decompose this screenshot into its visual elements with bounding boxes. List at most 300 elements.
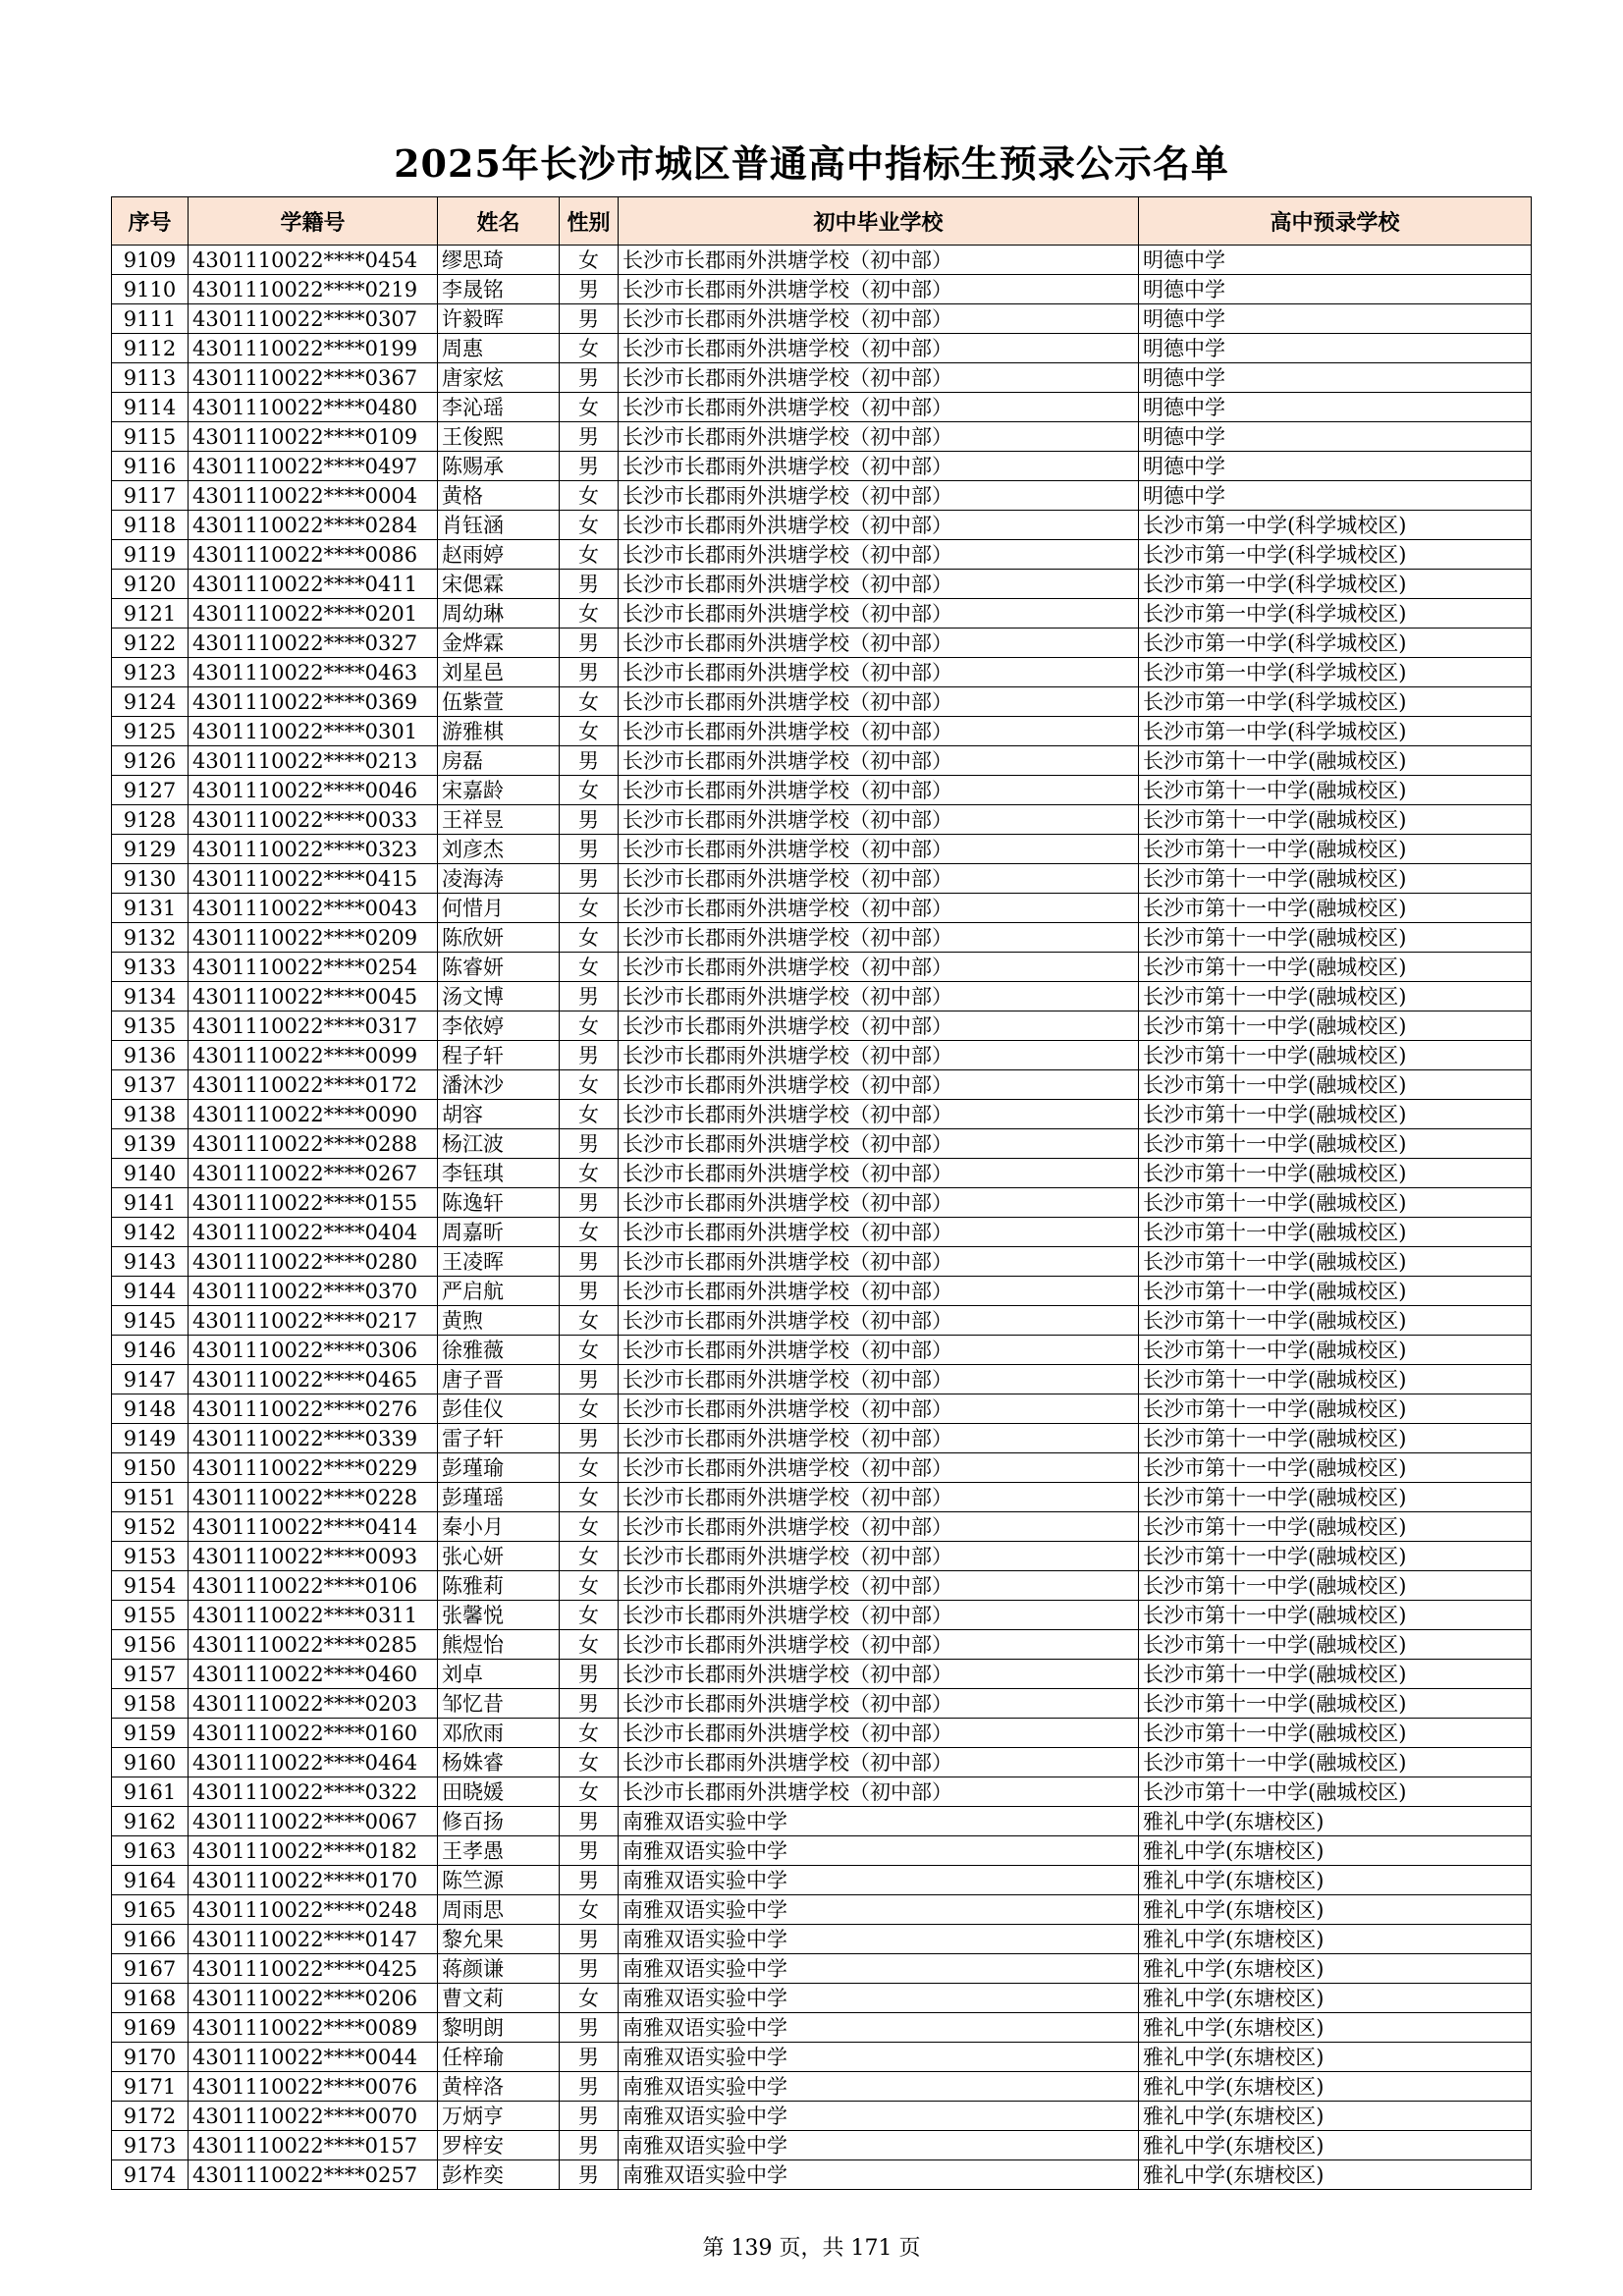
cell-high-school: 长沙市第一中学(科学城校区) <box>1139 599 1532 629</box>
cell-high-school: 长沙市第十一中学(融城校区) <box>1139 776 1532 805</box>
cell-middle-school: 长沙市长郡雨外洪塘学校（初中部） <box>619 1218 1139 1247</box>
cell-middle-school: 长沙市长郡雨外洪塘学校（初中部） <box>619 1277 1139 1306</box>
cell-student-id: 4301110022****0307 <box>189 304 438 334</box>
cell-serial: 9121 <box>112 599 189 629</box>
cell-middle-school: 长沙市长郡雨外洪塘学校（初中部） <box>619 275 1139 304</box>
cell-high-school: 长沙市第十一中学(融城校区) <box>1139 1719 1532 1748</box>
cell-serial: 9153 <box>112 1542 189 1571</box>
cell-name: 陈竺源 <box>438 1866 560 1895</box>
table-row <box>112 1984 1532 2013</box>
table-row <box>112 334 1532 363</box>
table-row <box>112 540 1532 570</box>
cell-middle-school: 长沙市长郡雨外洪塘学校（初中部） <box>619 422 1139 452</box>
cell-name: 宋偲霖 <box>438 570 560 599</box>
cell-middle-school: 长沙市长郡雨外洪塘学校（初中部） <box>619 540 1139 570</box>
cell-high-school: 长沙市第十一中学(融城校区) <box>1139 1748 1532 1777</box>
table-row <box>112 1630 1532 1660</box>
cell-serial: 9112 <box>112 334 189 363</box>
cell-middle-school: 长沙市长郡雨外洪塘学校（初中部） <box>619 1070 1139 1100</box>
table-row <box>112 1394 1532 1424</box>
cell-name: 王祥昱 <box>438 805 560 835</box>
table-row <box>112 1836 1532 1866</box>
cell-gender: 男 <box>560 2072 619 2102</box>
table-row <box>112 1218 1532 1247</box>
table-row <box>112 1748 1532 1777</box>
cell-high-school: 长沙市第十一中学(融城校区) <box>1139 1247 1532 1277</box>
table-row <box>112 393 1532 422</box>
cell-name: 黄梓洛 <box>438 2072 560 2102</box>
cell-middle-school: 南雅双语实验中学 <box>619 1895 1139 1925</box>
cell-name: 蒋颜谦 <box>438 1954 560 1984</box>
cell-name: 凌海涛 <box>438 864 560 894</box>
cell-name: 李钰琪 <box>438 1159 560 1188</box>
cell-high-school: 雅礼中学(东塘校区) <box>1139 1925 1532 1954</box>
cell-student-id: 4301110022****0284 <box>189 511 438 540</box>
cell-student-id: 4301110022****0201 <box>189 599 438 629</box>
cell-serial: 9143 <box>112 1247 189 1277</box>
table-row <box>112 894 1532 923</box>
table-row <box>112 2102 1532 2131</box>
table-row <box>112 2160 1532 2190</box>
table-row <box>112 2131 1532 2160</box>
cell-serial: 9129 <box>112 835 189 864</box>
cell-middle-school: 长沙市长郡雨外洪塘学校（初中部） <box>619 1306 1139 1336</box>
cell-serial: 9170 <box>112 2043 189 2072</box>
cell-name: 万炳亨 <box>438 2102 560 2131</box>
cell-gender: 男 <box>560 982 619 1011</box>
cell-middle-school: 长沙市长郡雨外洪塘学校（初中部） <box>619 1247 1139 1277</box>
cell-name: 黄格 <box>438 481 560 511</box>
cell-middle-school: 长沙市长郡雨外洪塘学校（初中部） <box>619 982 1139 1011</box>
cell-gender: 男 <box>560 1689 619 1719</box>
cell-gender: 女 <box>560 717 619 746</box>
cell-gender: 男 <box>560 835 619 864</box>
cell-gender: 男 <box>560 275 619 304</box>
cell-gender: 女 <box>560 1306 619 1336</box>
cell-name: 金烨霖 <box>438 629 560 658</box>
cell-gender: 女 <box>560 1571 619 1601</box>
cell-middle-school: 长沙市长郡雨外洪塘学校（初中部） <box>619 1512 1139 1542</box>
cell-student-id: 4301110022****0460 <box>189 1660 438 1689</box>
cell-name: 房磊 <box>438 746 560 776</box>
cell-middle-school: 长沙市长郡雨外洪塘学校（初中部） <box>619 1365 1139 1394</box>
cell-name: 刘彦杰 <box>438 835 560 864</box>
table-row <box>112 452 1532 481</box>
cell-high-school: 长沙市第十一中学(融城校区) <box>1139 1689 1532 1719</box>
cell-name: 张心妍 <box>438 1542 560 1571</box>
cell-gender: 男 <box>560 1424 619 1453</box>
cell-student-id: 4301110022****0248 <box>189 1895 438 1925</box>
cell-name: 陈雅莉 <box>438 1571 560 1601</box>
cell-high-school: 明德中学 <box>1139 481 1532 511</box>
cell-name: 彭佳仪 <box>438 1394 560 1424</box>
cell-serial: 9140 <box>112 1159 189 1188</box>
cell-high-school: 长沙市第十一中学(融城校区) <box>1139 1306 1532 1336</box>
table-row <box>112 1542 1532 1571</box>
cell-gender: 女 <box>560 599 619 629</box>
cell-name: 罗梓安 <box>438 2131 560 2160</box>
cell-high-school: 雅礼中学(东塘校区) <box>1139 2160 1532 2190</box>
cell-student-id: 4301110022****0497 <box>189 452 438 481</box>
cell-gender: 女 <box>560 1512 619 1542</box>
cell-middle-school: 南雅双语实验中学 <box>619 2160 1139 2190</box>
cell-gender: 女 <box>560 1601 619 1630</box>
cell-high-school: 长沙市第十一中学(融城校区) <box>1139 1571 1532 1601</box>
cell-gender: 男 <box>560 1925 619 1954</box>
cell-middle-school: 长沙市长郡雨外洪塘学校（初中部） <box>619 1601 1139 1630</box>
table-row <box>112 1306 1532 1336</box>
cell-high-school: 长沙市第十一中学(融城校区) <box>1139 1336 1532 1365</box>
cell-student-id: 4301110022****0339 <box>189 1424 438 1453</box>
cell-high-school: 长沙市第十一中学(融城校区) <box>1139 1129 1532 1159</box>
cell-middle-school: 长沙市长郡雨外洪塘学校（初中部） <box>619 864 1139 894</box>
cell-student-id: 4301110022****0228 <box>189 1483 438 1512</box>
cell-gender: 女 <box>560 481 619 511</box>
cell-student-id: 4301110022****0160 <box>189 1719 438 1748</box>
table-row <box>112 1011 1532 1041</box>
cell-student-id: 4301110022****0411 <box>189 570 438 599</box>
cell-serial: 9137 <box>112 1070 189 1100</box>
cell-serial: 9150 <box>112 1453 189 1483</box>
cell-student-id: 4301110022****0070 <box>189 2102 438 2131</box>
cell-gender: 男 <box>560 629 619 658</box>
cell-serial: 9123 <box>112 658 189 687</box>
page-footer: 第 139 页，共 171 页 <box>702 2236 921 2261</box>
cell-name: 刘卓 <box>438 1660 560 1689</box>
cell-middle-school: 南雅双语实验中学 <box>619 2072 1139 2102</box>
cell-student-id: 4301110022****0317 <box>189 1011 438 1041</box>
cell-high-school: 长沙市第十一中学(融城校区) <box>1139 982 1532 1011</box>
cell-serial: 9120 <box>112 570 189 599</box>
cell-name: 王俊熙 <box>438 422 560 452</box>
cell-name: 李晟铭 <box>438 275 560 304</box>
cell-student-id: 4301110022****0044 <box>189 2043 438 2072</box>
cell-gender: 女 <box>560 1483 619 1512</box>
cell-middle-school: 长沙市长郡雨外洪塘学校（初中部） <box>619 1689 1139 1719</box>
cell-middle-school: 南雅双语实验中学 <box>619 1836 1139 1866</box>
cell-student-id: 4301110022****0209 <box>189 923 438 953</box>
cell-gender: 女 <box>560 1394 619 1424</box>
cell-middle-school: 长沙市长郡雨外洪塘学校（初中部） <box>619 746 1139 776</box>
cell-student-id: 4301110022****0367 <box>189 363 438 393</box>
cell-name: 胡容 <box>438 1100 560 1129</box>
cell-name: 陈睿妍 <box>438 953 560 982</box>
table-row <box>112 629 1532 658</box>
cell-high-school: 长沙市第一中学(科学城校区) <box>1139 629 1532 658</box>
cell-serial: 9114 <box>112 393 189 422</box>
cell-name: 徐雅薇 <box>438 1336 560 1365</box>
cell-name: 张馨悦 <box>438 1601 560 1630</box>
cell-student-id: 4301110022****0217 <box>189 1306 438 1336</box>
cell-name: 彭瑾瑜 <box>438 1453 560 1483</box>
cell-high-school: 长沙市第十一中学(融城校区) <box>1139 1365 1532 1394</box>
table-row <box>112 687 1532 717</box>
table-row <box>112 805 1532 835</box>
cell-middle-school: 长沙市长郡雨外洪塘学校（初中部） <box>619 923 1139 953</box>
cell-serial: 9126 <box>112 746 189 776</box>
cell-student-id: 4301110022****0067 <box>189 1807 438 1836</box>
cell-gender: 女 <box>560 894 619 923</box>
cell-serial: 9111 <box>112 304 189 334</box>
cell-serial: 9164 <box>112 1866 189 1895</box>
cell-middle-school: 南雅双语实验中学 <box>619 2043 1139 2072</box>
cell-serial: 9134 <box>112 982 189 1011</box>
cell-high-school: 长沙市第十一中学(融城校区) <box>1139 1188 1532 1218</box>
cell-serial: 9156 <box>112 1630 189 1660</box>
cell-high-school: 长沙市第十一中学(融城校区) <box>1139 835 1532 864</box>
cell-high-school: 长沙市第十一中学(融城校区) <box>1139 894 1532 923</box>
cell-middle-school: 长沙市长郡雨外洪塘学校（初中部） <box>619 835 1139 864</box>
cell-serial: 9116 <box>112 452 189 481</box>
cell-gender: 女 <box>560 923 619 953</box>
cell-middle-school: 长沙市长郡雨外洪塘学校（初中部） <box>619 717 1139 746</box>
cell-middle-school: 长沙市长郡雨外洪塘学校（初中部） <box>619 1719 1139 1748</box>
cell-high-school: 明德中学 <box>1139 275 1532 304</box>
cell-name: 李沁瑶 <box>438 393 560 422</box>
cell-high-school: 长沙市第十一中学(融城校区) <box>1139 1512 1532 1542</box>
cell-high-school: 明德中学 <box>1139 246 1532 275</box>
cell-gender: 男 <box>560 570 619 599</box>
cell-gender: 男 <box>560 746 619 776</box>
table-row <box>112 746 1532 776</box>
cell-high-school: 明德中学 <box>1139 363 1532 393</box>
table-row <box>112 982 1532 1011</box>
cell-middle-school: 长沙市长郡雨外洪塘学校（初中部） <box>619 511 1139 540</box>
table-row <box>112 1365 1532 1394</box>
cell-name: 缪思琦 <box>438 246 560 275</box>
cell-serial: 9163 <box>112 1836 189 1866</box>
cell-high-school: 长沙市第十一中学(融城校区) <box>1139 864 1532 894</box>
header-student-id: 学籍号 <box>189 197 438 246</box>
cell-gender: 男 <box>560 1041 619 1070</box>
cell-student-id: 4301110022****0089 <box>189 2013 438 2043</box>
cell-gender: 女 <box>560 1336 619 1365</box>
cell-serial: 9174 <box>112 2160 189 2190</box>
cell-serial: 9146 <box>112 1336 189 1365</box>
cell-gender: 女 <box>560 953 619 982</box>
cell-name: 陈逸轩 <box>438 1188 560 1218</box>
cell-high-school: 长沙市第十一中学(融城校区) <box>1139 1041 1532 1070</box>
table-row <box>112 1129 1532 1159</box>
cell-student-id: 4301110022****0219 <box>189 275 438 304</box>
cell-serial: 9136 <box>112 1041 189 1070</box>
cell-middle-school: 长沙市长郡雨外洪塘学校（初中部） <box>619 1336 1139 1365</box>
cell-serial: 9128 <box>112 805 189 835</box>
cell-serial: 9118 <box>112 511 189 540</box>
cell-gender: 男 <box>560 1866 619 1895</box>
table-row <box>112 1571 1532 1601</box>
cell-serial: 9152 <box>112 1512 189 1542</box>
cell-high-school: 长沙市第十一中学(融城校区) <box>1139 1100 1532 1129</box>
cell-gender: 女 <box>560 1630 619 1660</box>
cell-gender: 女 <box>560 1070 619 1100</box>
cell-gender: 女 <box>560 687 619 717</box>
cell-middle-school: 长沙市长郡雨外洪塘学校（初中部） <box>619 1777 1139 1807</box>
header-high-school: 高中预录学校 <box>1139 197 1532 246</box>
cell-name: 熊煜怡 <box>438 1630 560 1660</box>
cell-middle-school: 长沙市长郡雨外洪塘学校（初中部） <box>619 363 1139 393</box>
cell-student-id: 4301110022****0276 <box>189 1394 438 1424</box>
cell-middle-school: 长沙市长郡雨外洪塘学校（初中部） <box>619 1542 1139 1571</box>
cell-serial: 9166 <box>112 1925 189 1954</box>
cell-name: 唐子晋 <box>438 1365 560 1394</box>
table-row <box>112 1041 1532 1070</box>
cell-high-school: 长沙市第十一中学(融城校区) <box>1139 1394 1532 1424</box>
cell-name: 程子轩 <box>438 1041 560 1070</box>
cell-name: 修百扬 <box>438 1807 560 1836</box>
cell-gender: 男 <box>560 452 619 481</box>
cell-student-id: 4301110022****0086 <box>189 540 438 570</box>
cell-high-school: 长沙市第一中学(科学城校区) <box>1139 540 1532 570</box>
cell-high-school: 雅礼中学(东塘校区) <box>1139 1954 1532 1984</box>
cell-middle-school: 长沙市长郡雨外洪塘学校（初中部） <box>619 481 1139 511</box>
cell-high-school: 长沙市第一中学(科学城校区) <box>1139 687 1532 717</box>
cell-student-id: 4301110022****0327 <box>189 629 438 658</box>
cell-middle-school: 南雅双语实验中学 <box>619 1866 1139 1895</box>
cell-student-id: 4301110022****0199 <box>189 334 438 363</box>
cell-serial: 9133 <box>112 953 189 982</box>
cell-gender: 女 <box>560 1011 619 1041</box>
cell-name: 严启航 <box>438 1277 560 1306</box>
cell-name: 肖钰涵 <box>438 511 560 540</box>
table-row <box>112 1601 1532 1630</box>
cell-gender: 男 <box>560 2160 619 2190</box>
cell-middle-school: 长沙市长郡雨外洪塘学校（初中部） <box>619 246 1139 275</box>
cell-gender: 女 <box>560 776 619 805</box>
header-gender: 性别 <box>560 197 619 246</box>
cell-high-school: 明德中学 <box>1139 422 1532 452</box>
cell-gender: 男 <box>560 1836 619 1866</box>
cell-student-id: 4301110022****0323 <box>189 835 438 864</box>
table-row <box>112 953 1532 982</box>
cell-student-id: 4301110022****0322 <box>189 1777 438 1807</box>
cell-middle-school: 长沙市长郡雨外洪塘学校（初中部） <box>619 1100 1139 1129</box>
cell-middle-school: 南雅双语实验中学 <box>619 2131 1139 2160</box>
table-row <box>112 1925 1532 1954</box>
table-row <box>112 1954 1532 1984</box>
cell-serial: 9160 <box>112 1748 189 1777</box>
cell-serial: 9148 <box>112 1394 189 1424</box>
cell-middle-school: 长沙市长郡雨外洪塘学校（初中部） <box>619 1571 1139 1601</box>
cell-middle-school: 长沙市长郡雨外洪塘学校（初中部） <box>619 570 1139 599</box>
cell-student-id: 4301110022****0280 <box>189 1247 438 1277</box>
cell-name: 任梓瑜 <box>438 2043 560 2072</box>
cell-gender: 女 <box>560 1719 619 1748</box>
table-row <box>112 363 1532 393</box>
table-row <box>112 776 1532 805</box>
cell-high-school: 长沙市第十一中学(融城校区) <box>1139 1542 1532 1571</box>
cell-serial: 9147 <box>112 1365 189 1394</box>
cell-high-school: 长沙市第十一中学(融城校区) <box>1139 923 1532 953</box>
cell-student-id: 4301110022****0306 <box>189 1336 438 1365</box>
cell-middle-school: 长沙市长郡雨外洪塘学校（初中部） <box>619 1660 1139 1689</box>
cell-middle-school: 长沙市长郡雨外洪塘学校（初中部） <box>619 1129 1139 1159</box>
cell-gender: 男 <box>560 1954 619 1984</box>
cell-gender: 男 <box>560 1129 619 1159</box>
cell-student-id: 4301110022****0033 <box>189 805 438 835</box>
cell-gender: 女 <box>560 1453 619 1483</box>
cell-student-id: 4301110022****0045 <box>189 982 438 1011</box>
cell-name: 周幼琳 <box>438 599 560 629</box>
cell-gender: 男 <box>560 2102 619 2131</box>
cell-high-school: 长沙市第一中学(科学城校区) <box>1139 658 1532 687</box>
cell-name: 刘星邑 <box>438 658 560 687</box>
table-row <box>112 1660 1532 1689</box>
cell-gender: 男 <box>560 1188 619 1218</box>
cell-serial: 9110 <box>112 275 189 304</box>
cell-student-id: 4301110022****0404 <box>189 1218 438 1247</box>
cell-student-id: 4301110022****0480 <box>189 393 438 422</box>
cell-middle-school: 长沙市长郡雨外洪塘学校（初中部） <box>619 1424 1139 1453</box>
roster-table <box>111 196 1532 2190</box>
cell-gender: 女 <box>560 511 619 540</box>
cell-student-id: 4301110022****0157 <box>189 2131 438 2160</box>
cell-serial: 9168 <box>112 1984 189 2013</box>
cell-name: 杨江波 <box>438 1129 560 1159</box>
table-row <box>112 246 1532 275</box>
cell-name: 邓欣雨 <box>438 1719 560 1748</box>
cell-serial: 9165 <box>112 1895 189 1925</box>
table-header-row <box>112 197 1532 246</box>
cell-student-id: 4301110022****0414 <box>189 1512 438 1542</box>
table-row <box>112 717 1532 746</box>
cell-high-school: 雅礼中学(东塘校区) <box>1139 1866 1532 1895</box>
cell-serial: 9145 <box>112 1306 189 1336</box>
cell-middle-school: 长沙市长郡雨外洪塘学校（初中部） <box>619 304 1139 334</box>
cell-middle-school: 南雅双语实验中学 <box>619 1954 1139 1984</box>
cell-high-school: 明德中学 <box>1139 334 1532 363</box>
cell-middle-school: 南雅双语实验中学 <box>619 1925 1139 1954</box>
cell-student-id: 4301110022****0229 <box>189 1453 438 1483</box>
cell-student-id: 4301110022****0301 <box>189 717 438 746</box>
cell-student-id: 4301110022****0090 <box>189 1100 438 1129</box>
cell-serial: 9131 <box>112 894 189 923</box>
cell-serial: 9122 <box>112 629 189 658</box>
cell-gender: 男 <box>560 2131 619 2160</box>
cell-name: 黄煦 <box>438 1306 560 1336</box>
table-row <box>112 511 1532 540</box>
cell-student-id: 4301110022****0369 <box>189 687 438 717</box>
cell-middle-school: 长沙市长郡雨外洪塘学校（初中部） <box>619 953 1139 982</box>
table-row <box>112 1895 1532 1925</box>
cell-student-id: 4301110022****0203 <box>189 1689 438 1719</box>
cell-student-id: 4301110022****0109 <box>189 422 438 452</box>
cell-high-school: 明德中学 <box>1139 452 1532 481</box>
cell-high-school: 长沙市第十一中学(融城校区) <box>1139 1218 1532 1247</box>
cell-serial: 9149 <box>112 1424 189 1453</box>
cell-student-id: 4301110022****0099 <box>189 1041 438 1070</box>
cell-name: 黎允果 <box>438 1925 560 1954</box>
table-row <box>112 1247 1532 1277</box>
cell-student-id: 4301110022****0106 <box>189 1571 438 1601</box>
cell-name: 王孝愚 <box>438 1836 560 1866</box>
table-row <box>112 835 1532 864</box>
cell-serial: 9158 <box>112 1689 189 1719</box>
cell-high-school: 雅礼中学(东塘校区) <box>1139 2072 1532 2102</box>
cell-student-id: 4301110022****0464 <box>189 1748 438 1777</box>
cell-middle-school: 长沙市长郡雨外洪塘学校（初中部） <box>619 629 1139 658</box>
cell-high-school: 长沙市第十一中学(融城校区) <box>1139 1483 1532 1512</box>
cell-middle-school: 长沙市长郡雨外洪塘学校（初中部） <box>619 1159 1139 1188</box>
cell-student-id: 4301110022****0046 <box>189 776 438 805</box>
cell-gender: 男 <box>560 1277 619 1306</box>
cell-serial: 9124 <box>112 687 189 717</box>
cell-middle-school: 南雅双语实验中学 <box>619 2102 1139 2131</box>
header-serial: 序号 <box>112 197 189 246</box>
table-row <box>112 658 1532 687</box>
cell-serial: 9154 <box>112 1571 189 1601</box>
cell-serial: 9169 <box>112 2013 189 2043</box>
